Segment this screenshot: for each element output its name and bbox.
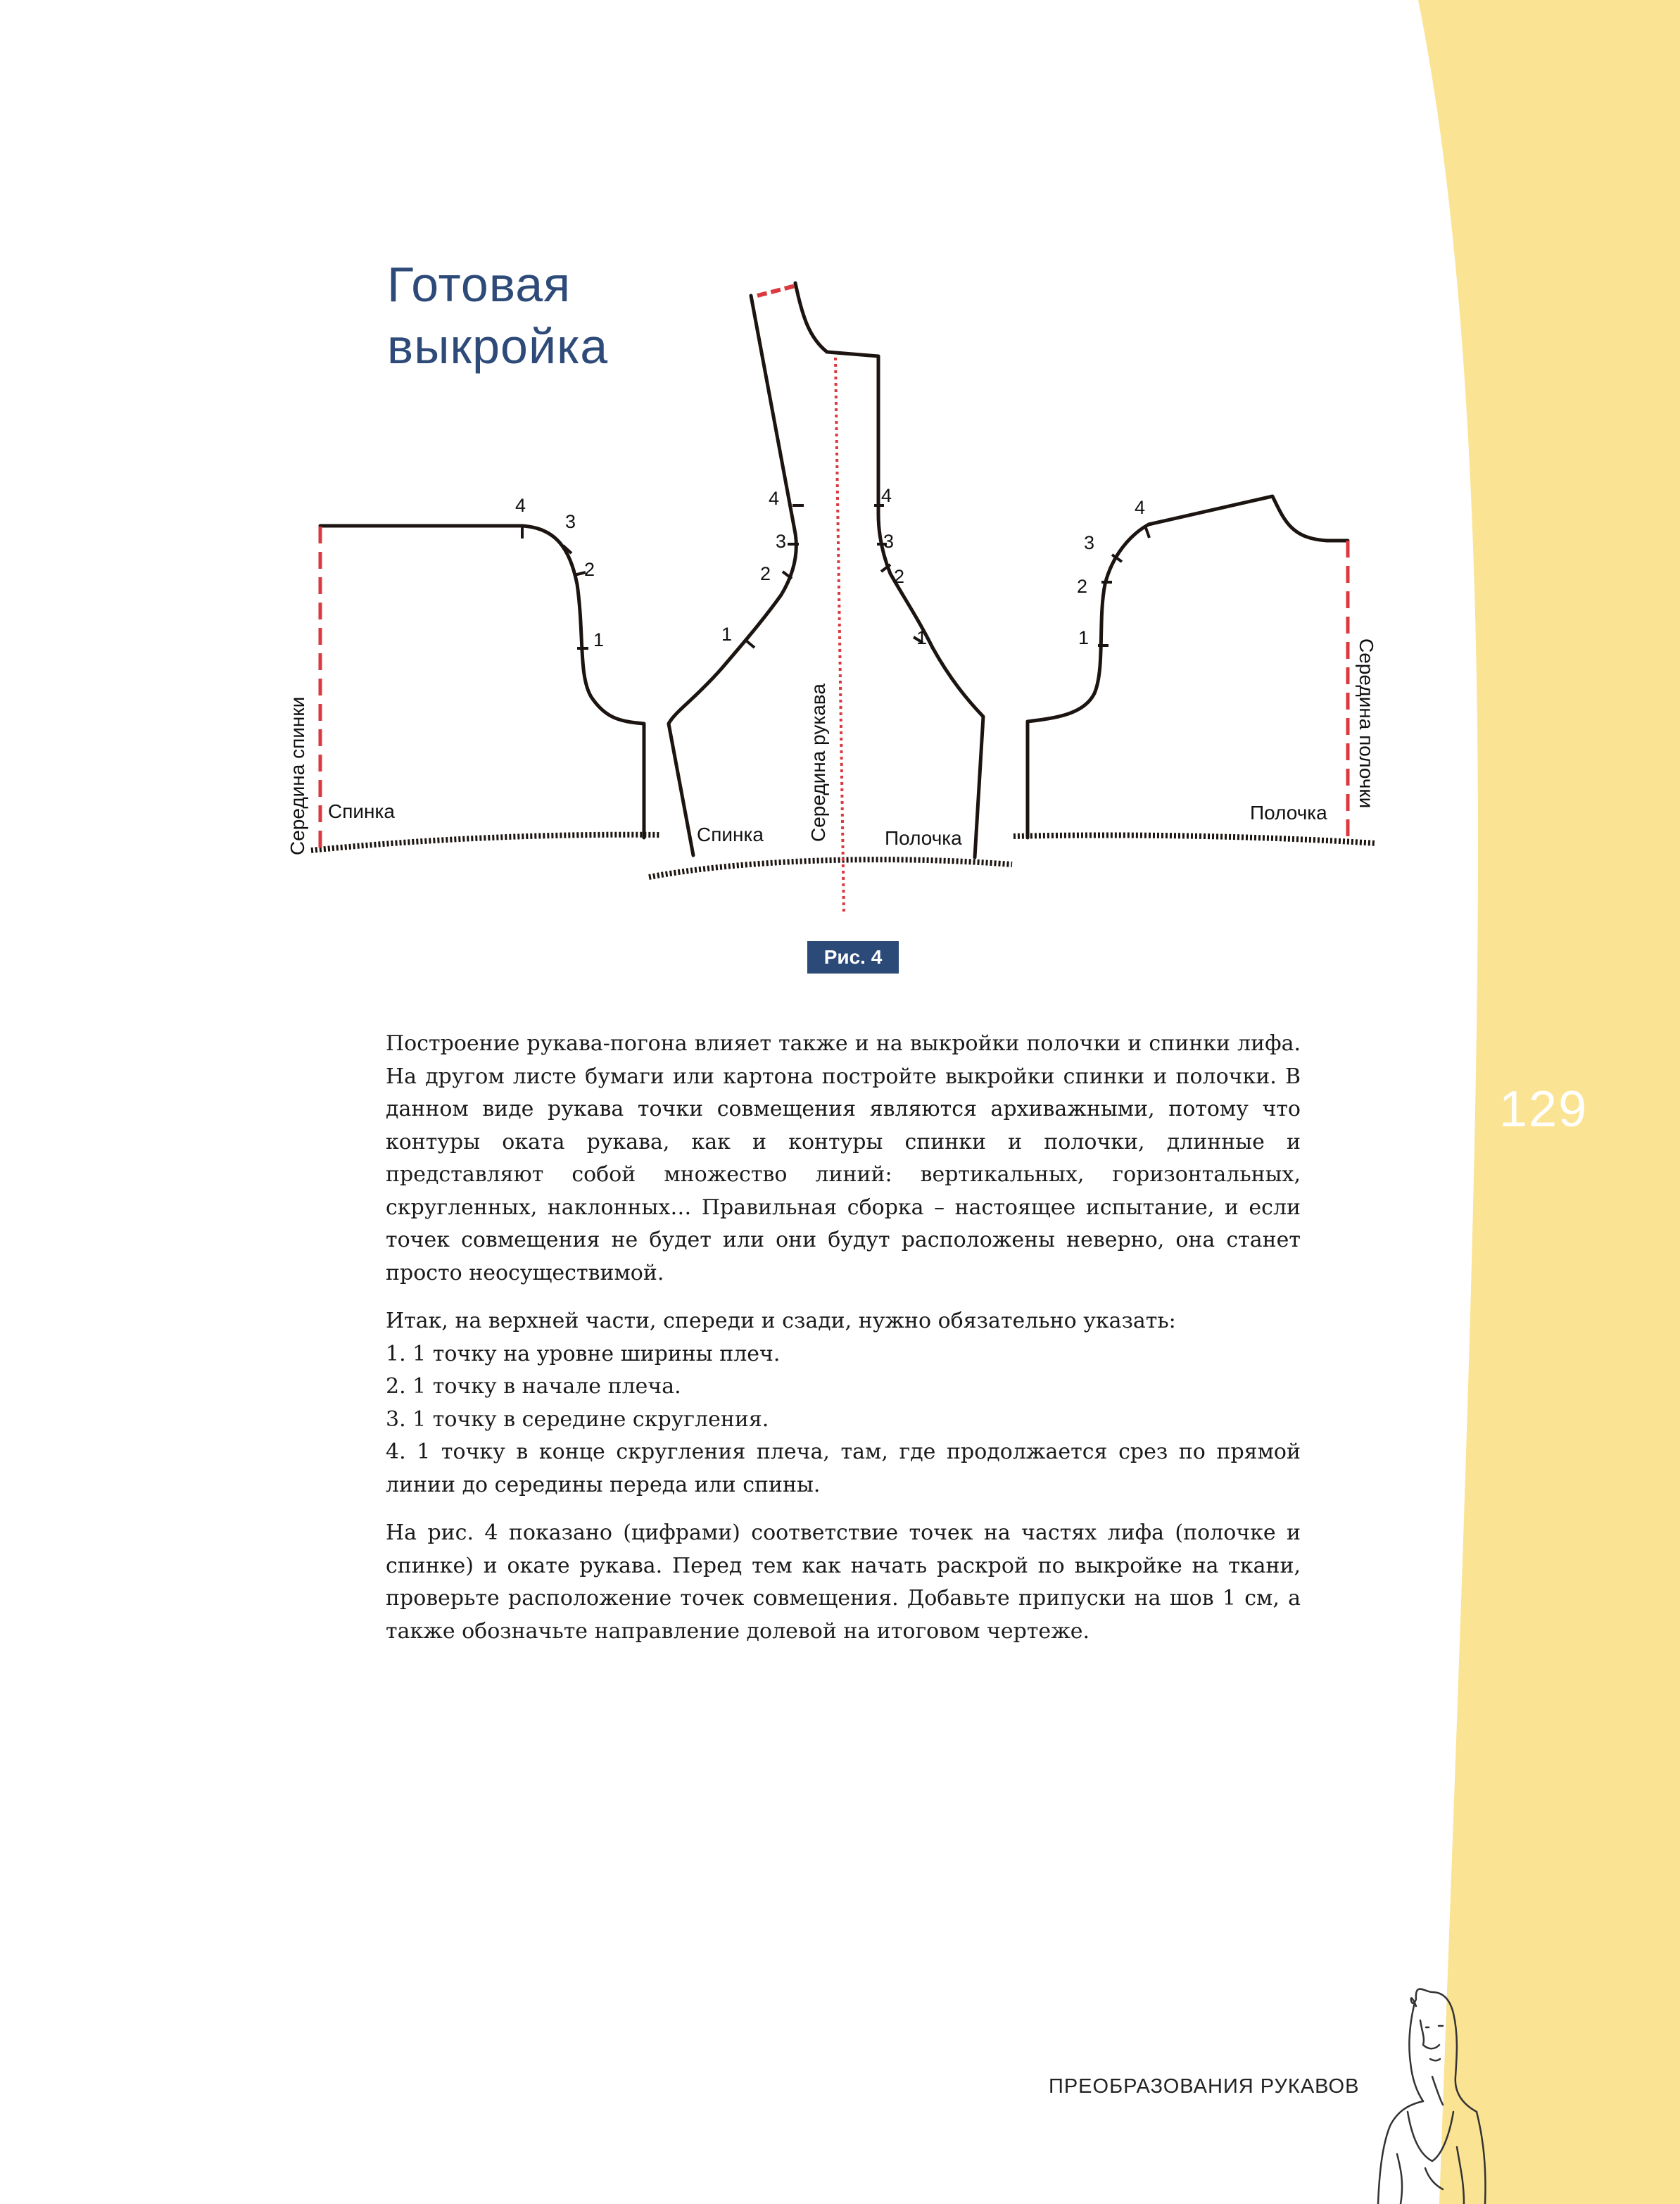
label-sleeve-center: Середина рукава <box>807 684 829 842</box>
label-back-left: Спинка <box>328 800 395 822</box>
list-item: 4. 1 точку в конце скругления плеча, там, где продолжается срез по прямой линии до середины переда или спины. <box>386 1440 1301 1497</box>
heading-line-2: выкройка <box>387 319 609 374</box>
sleeve-front-mark-4: 4 <box>881 485 892 506</box>
front-mark-2: 2 <box>1077 576 1088 597</box>
page-number: 129 <box>1499 1081 1589 1138</box>
sleeve-back-mark-2: 2 <box>760 563 771 584</box>
sleeve-back-mark-3: 3 <box>776 531 787 552</box>
list-item: 2. 1 точку в начале плеча. <box>386 1374 681 1399</box>
front-mark-4: 4 <box>1135 497 1146 518</box>
back-mark-1: 1 <box>593 629 605 650</box>
sleeve-back-mark-1: 1 <box>721 624 733 645</box>
label-back-center: Середина спинки <box>286 696 308 855</box>
label-front-left: Полочка <box>885 827 962 849</box>
paragraph-3: На рис. 4 показано (цифрами) соответствие точек на частях лифа (полочке и спинке) и окате рукава. Перед тем как начать раскрой по выкройке на ткани, проверьте расположение точек совмещения. Добавьте припуски на шов 1 см, а также обозначьте направление долевой на итоговом чертеже. <box>386 1520 1301 1644</box>
list-intro: Итак, на верхней части, спереди и сзади, нужно обязательно указать: <box>386 1309 1176 1333</box>
back-mark-4: 4 <box>515 495 526 516</box>
section-footer: ПРЕОБРАЗОВАНИЯ РУКАВОВ <box>1049 2075 1360 2098</box>
list-item: 3. 1 точку в середине скругления. <box>386 1406 769 1432</box>
sleeve-front-mark-1: 1 <box>916 627 928 648</box>
front-mark-1: 1 <box>1078 627 1090 648</box>
label-front-center: Середина полочки <box>1356 638 1377 809</box>
label-front-right: Полочка <box>1250 802 1327 824</box>
sleeve-back-mark-4: 4 <box>769 488 780 509</box>
figure-badge: Рис. 4 <box>807 941 899 974</box>
sleeve-front-mark-2: 2 <box>894 566 905 587</box>
heading-line-1: Готовая <box>387 257 571 312</box>
label-back-right: Спинка <box>697 824 764 845</box>
paragraph-1: Построение рукава-погона влияет также и на выкройки полочки и спинки лифа. На другом листе бумаги или картона постройте выкройки спинки и полочки. В данном виде рукава точки совмещения являются архиважными, потому что контуры оката рукава, как и контуры спинки и полочки, длинные и представляют собой множество линий: вертикальных, горизонтальных, скругленных, наклонных… Правильная сборка – настоящее испытание, и если точек совмещения не будет или они будут расположены неверно, она станет просто неосуществимой. <box>386 1031 1301 1285</box>
list-item: 1. 1 точку на уровне ширины плеч. <box>386 1341 781 1366</box>
back-mark-3: 3 <box>565 511 576 532</box>
sleeve-front-mark-3: 3 <box>883 531 895 552</box>
back-mark-2: 2 <box>584 559 595 580</box>
front-mark-3: 3 <box>1084 532 1095 553</box>
